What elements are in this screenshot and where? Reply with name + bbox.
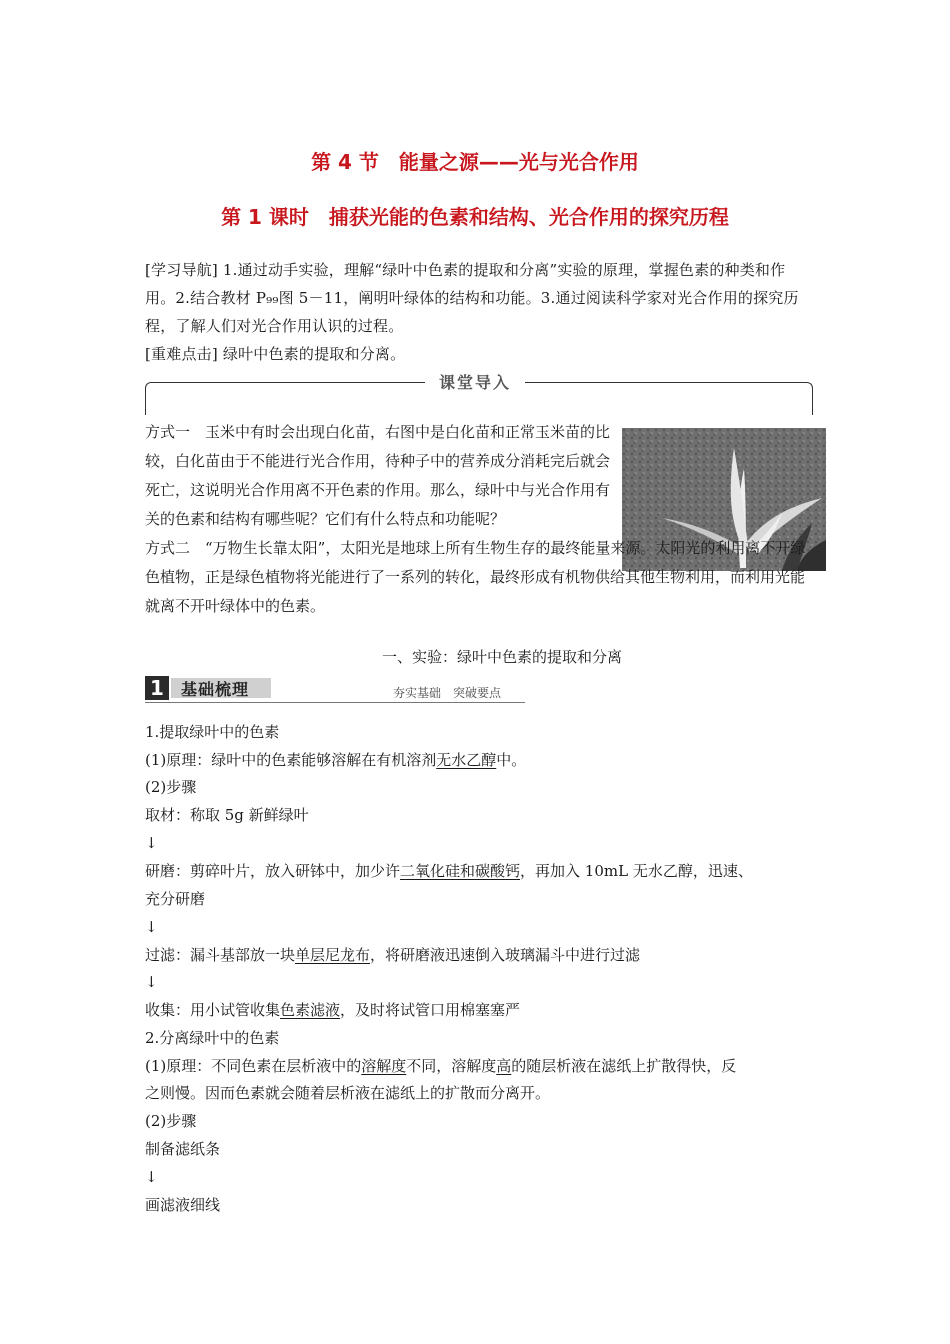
study-guide-label: [学习导航] bbox=[145, 261, 218, 279]
step-prepare-strip: 制备滤纸条 bbox=[145, 1140, 221, 1158]
basic-review-banner bbox=[145, 676, 525, 703]
banner-title: 基础梳理 bbox=[181, 680, 250, 699]
step-filter-pre: 过滤：漏斗基部放一块 bbox=[145, 946, 296, 964]
step-filter bbox=[145, 945, 640, 965]
step-filter-post: ，将研磨液迅速倒入玻璃漏斗中进行过滤 bbox=[370, 946, 641, 964]
classroom-label: 课堂导入 bbox=[425, 370, 525, 393]
step-grind-post: ，再加入 10mL 无水乙醇，迅速、 bbox=[520, 862, 753, 880]
separate-section-title: 2.分离绿叶中的色素 bbox=[145, 1029, 280, 1047]
key-points-label: [重难点击] bbox=[145, 345, 218, 363]
step-collect bbox=[145, 1000, 520, 1020]
experiment-heading: 一、实验：绿叶中色素的提取和分离 bbox=[381, 648, 622, 666]
extract-principle bbox=[145, 750, 526, 770]
separate-principle bbox=[145, 1056, 736, 1076]
banner-subtitle: 夯实基础 突破要点 bbox=[393, 686, 502, 700]
separate-principle-pre: (1)原理：不同色素在层析液中的 bbox=[145, 1057, 362, 1075]
arrow-down-icon: ↓ bbox=[145, 1168, 158, 1186]
key-points bbox=[145, 340, 810, 368]
step-draw-line: 画滤液细线 bbox=[145, 1196, 221, 1214]
study-guide-text: 1.通过动手实验，理解“绿叶中色素的提取和分离”实验的原理，掌握色素的种类和作用。2.结合教材 P₉₉图 5－11，阐明叶绿体的结构和功能。3.通过阅读科学家对光合作用的探究历程，了解人们对光合作用认识的过程。 bbox=[145, 261, 799, 335]
study-guide bbox=[145, 256, 810, 340]
separate-principle-line2: 之则慢。因而色素就会随着层析液在滤纸上的扩散而分离开。 bbox=[145, 1084, 551, 1102]
extract-principle-pre: (1)原理：绿叶中的色素能够溶解在有机溶剂 bbox=[145, 751, 437, 769]
extract-steps-label: (2)步骤 bbox=[145, 778, 197, 796]
separate-principle-post: 的随层析液在滤纸上扩散得快，反 bbox=[511, 1057, 737, 1075]
extract-principle-underline: 无水乙醇 bbox=[436, 751, 497, 769]
lesson-title: 第 1 课时 捕获光能的色素和结构、光合作用的探究历程 bbox=[221, 205, 729, 229]
separate-principle-underline-1: 溶解度 bbox=[361, 1057, 407, 1075]
separate-principle-underline-2: 高 bbox=[496, 1057, 512, 1075]
step-filter-underline: 单层尼龙布 bbox=[295, 946, 371, 964]
step-grind-pre: 研磨：剪碎叶片，放入研钵中，加少许 bbox=[145, 862, 401, 880]
intro-method-1: 方式一 玉米中有时会出现白化苗，右图中是白化苗和正常玉米苗的比较，白化苗由于不能进行光合作用，待种子中的营养成分消耗完后就会死亡，这说明光合作用离不开色素的作用。那么，绿叶中与光合作用有关的色素和结构有哪些呢？它们有什么特点和功能呢？ bbox=[145, 423, 611, 528]
step-collect-underline: 色素滤液 bbox=[280, 1001, 341, 1019]
extract-principle-post: 中。 bbox=[496, 751, 527, 769]
step-collect-post: ，及时将试管口用棉塞塞严 bbox=[340, 1001, 521, 1019]
intro-method-2: 方式二 “万物生长靠太阳”，太阳光是地球上所有生物生存的最终能量来源。太阳光的利用离不开绿色植物，正是绿色植物将光能进行了一系列的转化，最终形成有机物供给其他生物利用，而利用光能就离不开叶绿体中的色素。 bbox=[145, 539, 806, 615]
section-title: 第 4 节 能量之源——光与光合作用 bbox=[311, 150, 639, 174]
step-take: 取材：称取 5g 新鲜绿叶 bbox=[145, 806, 309, 824]
separate-steps-label: (2)步骤 bbox=[145, 1112, 197, 1130]
arrow-down-icon: ↓ bbox=[145, 918, 158, 936]
step-grind-line2: 充分研磨 bbox=[145, 890, 206, 908]
classroom-intro bbox=[145, 418, 811, 621]
step-grind bbox=[145, 861, 753, 881]
extract-section-title: 1.提取绿叶中的色素 bbox=[145, 723, 280, 741]
step-grind-underline: 二氧化硅和碳酸钙 bbox=[400, 862, 521, 880]
arrow-down-icon: ↓ bbox=[145, 834, 158, 852]
step-collect-pre: 收集：用小试管收集 bbox=[145, 1001, 281, 1019]
arrow-down-icon: ↓ bbox=[145, 973, 158, 991]
key-points-text: 绿叶中色素的提取和分离。 bbox=[222, 345, 406, 363]
banner-number: 1 bbox=[145, 676, 169, 700]
separate-principle-mid: 不同，溶解度 bbox=[406, 1057, 497, 1075]
